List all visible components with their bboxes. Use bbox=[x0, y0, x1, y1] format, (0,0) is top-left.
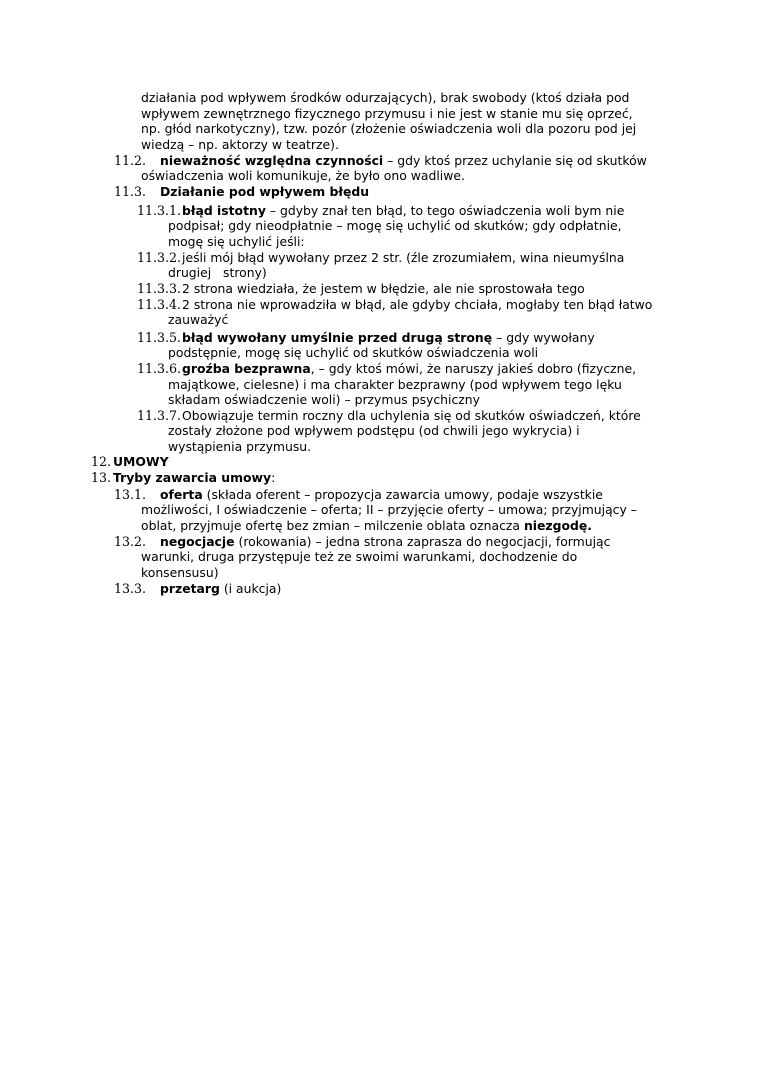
text-line: zauważyć bbox=[168, 312, 229, 327]
text-line: konsensusu) bbox=[141, 565, 219, 580]
section-heading: Działanie pod wpływem błędu bbox=[160, 184, 370, 199]
text-line: 2 strona wiedziała, że jestem w błędzie, ale nie sprostowała tego bbox=[182, 281, 585, 296]
text-run: (rokowania) – jedna strona zaprasza do negocjacji, formując bbox=[234, 534, 611, 549]
item-number: 11.3.7. bbox=[137, 408, 182, 423]
item-number: 13.2. bbox=[114, 534, 147, 549]
item-number: 11.3.6. bbox=[137, 361, 182, 376]
text-line: zostały złożone pod wpływem podstępu (od chwili jego wykrycia) i bbox=[168, 423, 580, 438]
text-line: mogę się uchylić jeśli: bbox=[168, 234, 305, 249]
text-line: jeśli mój błąd wywołany przez 2 str. (źle zrozumiałem, wina nieumyślna bbox=[182, 250, 625, 265]
text-line: warunki, druga przystępuje też ze swoimi warunkami, dochodzenie do bbox=[141, 549, 578, 564]
text-line: podpisał; gdy nieodpłatnie – mogę się uchylić od skutków; gdy odpłatnie, bbox=[168, 218, 622, 233]
text-line: wiedzą – np. aktorzy w teatrze). bbox=[141, 137, 339, 152]
text-line: majątkowe, cielesne) i ma charakter bezprawny (pod wpływem tego lęku bbox=[168, 377, 622, 392]
text-run: – gdy wywołany bbox=[492, 330, 595, 345]
section-heading: UMOWY bbox=[113, 454, 169, 469]
item-text bbox=[182, 203, 624, 219]
item-text bbox=[160, 534, 610, 550]
text-run: (i aukcja) bbox=[219, 581, 282, 596]
text-line: oświadczenia woli komunikuje, że było ono wadliwe. bbox=[141, 168, 465, 183]
bold-term: przetarg bbox=[160, 581, 220, 596]
item-number: 11.3.4. bbox=[137, 297, 182, 312]
item-number: 13. bbox=[91, 470, 112, 485]
item-number: 11.2. bbox=[114, 153, 147, 168]
text-line: wpływem zewnętrznego fizycznego przymusu i nie jest w stanie mu się oprzeć, bbox=[141, 106, 633, 121]
section-heading: Tryby zawarcia umowy bbox=[113, 470, 272, 485]
text-line: podstępnie, mogę się uchylić od skutków oświadczenia woli bbox=[168, 345, 539, 360]
text-line: 2 strona nie wprowadziła w błąd, ale gdyby chciała, mogłaby ten błąd łatwo bbox=[182, 297, 653, 312]
item-number: 13.3. bbox=[114, 581, 147, 596]
item-text bbox=[160, 581, 281, 597]
text-line: Obowiązuje termin roczny dla uchylenia się od skutków oświadczeń, które bbox=[182, 408, 641, 423]
text-line: drugiej strony) bbox=[168, 265, 267, 280]
text-run: (składa oferent – propozycja zawarcia umowy, podaje wszystkie bbox=[202, 487, 603, 502]
item-text bbox=[160, 487, 603, 503]
item-text bbox=[160, 153, 647, 169]
text-line: możliwości, I oświadczenie – oferta; II – przyjęcie oferty – umowa; przyjmujący – bbox=[141, 502, 637, 517]
text-run: – gdy ktoś przez uchylanie się od skutków bbox=[383, 153, 647, 168]
text-run: – gdyby znał ten błąd, to tego oświadczenia woli bym nie bbox=[265, 203, 625, 218]
bold-term: niezgodę. bbox=[523, 518, 592, 533]
bold-term: nieważność względna czynności bbox=[160, 153, 384, 168]
text-line: wystąpienia przymusu. bbox=[168, 439, 312, 454]
item-number: 12. bbox=[91, 454, 112, 469]
text-line: składam oświadczenie woli) – przymus psychiczny bbox=[168, 392, 480, 407]
item-number: 13.1. bbox=[114, 487, 147, 502]
item-text bbox=[182, 361, 636, 377]
item-text bbox=[141, 518, 592, 534]
item-number: 11.3. bbox=[114, 184, 147, 199]
text-line: działania pod wpływem środków odurzających), brak swobody (ktoś działa pod bbox=[141, 90, 630, 105]
item-number: 11.3.3. bbox=[137, 281, 182, 296]
text-run: , – gdy ktoś mówi, że naruszy jakieś dobro (fizyczne, bbox=[310, 361, 637, 376]
bold-term: błąd wywołany umyślnie przed drugą stronę bbox=[182, 330, 493, 345]
text-run: oblat, przyjmuje ofertę bez zmian – milczenie oblata oznacza bbox=[141, 518, 524, 533]
text-run: : bbox=[271, 470, 276, 485]
item-number: 11.3.5. bbox=[137, 330, 182, 345]
item-text bbox=[113, 470, 275, 486]
item-number: 11.3.1. bbox=[137, 203, 182, 218]
item-text bbox=[182, 330, 595, 346]
bold-term: negocjacje bbox=[160, 534, 235, 549]
text-line: np. głód narkotyczny), tzw. pozór (złożenie oświadczenia woli dla pozoru pod jej bbox=[141, 121, 637, 136]
bold-term: błąd istotny bbox=[182, 203, 266, 218]
bold-term: groźba bezprawna bbox=[182, 361, 311, 376]
item-number: 11.3.2. bbox=[137, 250, 182, 265]
bold-term: oferta bbox=[160, 487, 203, 502]
